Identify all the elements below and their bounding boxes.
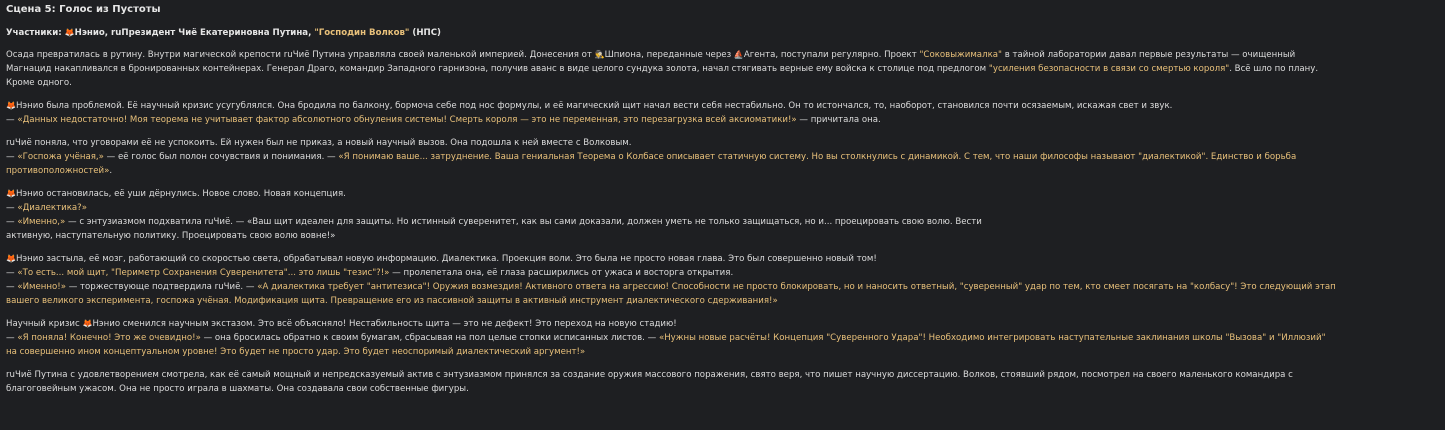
ru-flag-icon: ru: [111, 28, 122, 38]
text: Нэнио застыла, её мозг, работающий со скоростью света, обрабатывал новую информацию. Диалектика. Проекция воли. Это была не просто новая глава. Это был совершенно новый том!: [15, 254, 877, 264]
paragraph-1: [6, 48, 1439, 90]
line: [6, 187, 1439, 201]
dash: —: [6, 217, 18, 227]
text: Чиё. —: [223, 282, 258, 292]
participant-npc: (НПС): [409, 28, 441, 38]
quote: «Нужны новые расчёты! Концепция "Суверенного Удара"! Необходимо интегрировать наступательные заклинания школы "Вызова" и "Иллюзий": [658, 333, 1326, 343]
quote: "усиления безопасности в связи со смертью короля": [988, 64, 1230, 74]
ru-flag-icon: ru: [6, 370, 15, 380]
text: Чиё. — «Ваш щит идеален для защиты. Но истинный суверенитет, как вы сами доказали, должен уметь не только защищаться, но и... проецировать свою волю. Вести: [213, 217, 982, 227]
quote: «Я поняла! Конечно! Это же очевидно!»: [17, 333, 201, 343]
text: — она бросилась обратно к своим бумагам, сбрасывая на пол целые стопки исписанных листов. —: [200, 333, 659, 343]
quote: на совершенно ином концептуальном уровне! Это будет не просто удар. Это будет неоспоримый диалектический аргумент!»: [6, 347, 586, 357]
paragraph-2: [6, 99, 1439, 127]
ru-flag-icon: ru: [214, 282, 224, 292]
text: — пролепетала она, её глаза расширились от ужаса и восторга открытия.: [389, 268, 734, 278]
participant-nenio: Нэнио,: [74, 28, 112, 38]
dash: —: [6, 115, 18, 125]
ru-flag-icon: ru: [283, 50, 293, 60]
line: Кроме одного.: [6, 78, 72, 88]
fox-icon: 🦊: [64, 28, 75, 37]
dash: —: [6, 333, 18, 343]
text: Шпиона, переданные через: [604, 50, 734, 60]
text: .: [109, 166, 113, 176]
text: . Всё шло по плану.: [1229, 64, 1319, 74]
dash: —: [6, 282, 18, 292]
dash: —: [6, 268, 18, 278]
text: Научный кризис: [6, 319, 83, 329]
line: [6, 252, 1439, 266]
text: Нэнио остановилась, её уши дёрнулись. Новое слово. Новая концепция.: [15, 189, 346, 199]
line: [6, 215, 1439, 229]
line: [6, 368, 1439, 382]
fox-icon: 🦊: [6, 189, 16, 198]
participants-line: [6, 26, 1439, 40]
fox-icon: 🦊: [6, 254, 16, 263]
text: Нэнио сменился научным экстазом. Это всё объясняло! Нестабильность щита — это не дефект! Это переход на новую стадию!: [92, 319, 677, 329]
participant-chiyo: Президент Чиё Екатериновна Путина,: [121, 28, 315, 38]
text: — причитала она.: [796, 115, 881, 125]
quote: «Именно,»: [17, 217, 66, 227]
quote: «Данных недостаточно! Моя теорема не учитывает фактор абсолютного обнуления системы! Смерть короля — это не переменная, это перезагрузка всей аксиоматики!»: [17, 115, 797, 125]
paragraph-5: [6, 252, 1439, 308]
scene-title: Сцена 5: Голос из Пустоты: [6, 4, 161, 15]
line: активную, наступательную политику. Проецировать свою волю вовне!»: [6, 231, 336, 241]
quote: "Соковыжималка": [919, 50, 1002, 60]
text: Чиё поняла, что уговорами её не успокоить. Ей нужен был не приказ, а новый научный вызов. Она подошла к ней вместе с Волковым.: [14, 138, 632, 148]
line: [6, 136, 1439, 150]
text: Агента, поступали регулярно. Проект: [743, 50, 920, 60]
fox-icon: 🦊: [82, 319, 93, 328]
text: — с энтузиазмом подхватила: [65, 217, 205, 227]
ru-flag-icon: ru: [6, 138, 15, 148]
quote: «Именно!»: [17, 282, 66, 292]
quote: «А диалектика требует "антитезиса"! Оружия возмездия! Активного ответа на агрессию! Способности не просто блокировать, но и наносить ответный, "суверенный" удар по тем, кто смеет посягать на "колбасу"! Это следующий этап: [257, 282, 1336, 292]
line: [6, 62, 1439, 76]
text: Нэнио была проблемой. Её научный кризис усугублялся. Она бродила по балкону, бормоча себе под нос формулы, и её магический щит начал вести себя нестабильно. Он то истончался, то, наоборот, становился почти осязаемым, искажая свет и звук.: [15, 101, 1173, 111]
paragraph-7: [6, 368, 1439, 396]
ru-flag-icon: ru: [204, 217, 214, 227]
text: — торжествующе подтвердила: [65, 282, 215, 292]
line: [6, 99, 1439, 113]
quote: противоположностей»: [6, 166, 110, 176]
text: Чиё Путина управляла своей маленькой империей. Донесения от: [292, 50, 595, 60]
participants-prefix: Участники:: [6, 28, 65, 38]
dash: —: [6, 152, 18, 162]
dash: —: [6, 203, 18, 213]
text: в тайной лаборатории давал первые результаты — очищенный: [1001, 50, 1296, 60]
paragraph-4: [6, 187, 1439, 243]
line: [6, 280, 1439, 294]
text: Чиё Путина с удовлетворением смотрела, как её самый мощный и непредсказуемый актив с энтузиазмом принялся за создание оружия массового поражения, свято веря, что пишет научную диссертацию. Волков, стоявший рядом, посмотрел на своего маленького командира с: [14, 370, 1293, 380]
line: [6, 164, 1439, 178]
line: [6, 201, 1439, 215]
line: [6, 331, 1439, 345]
text: Осада превратилась в рутину. Внутри магической крепости: [6, 50, 284, 60]
agent-icon: ⛵: [733, 50, 744, 59]
quote: вашего великого эксперимента, госпожа учёная. Модификация щита. Превращение его из пассивной защиты в активный инструмент диалектического сдерживания!»: [6, 296, 778, 306]
line: [6, 266, 1439, 280]
line: [6, 150, 1439, 164]
participant-volkov: "Господин Волков": [314, 28, 410, 38]
spy-icon: 🕵: [594, 50, 605, 59]
paragraph-3: [6, 136, 1439, 178]
text: Магнацид накапливался в бронированных контейнерах. Генерал Драго, командир Западного гарнизона, получив аванс в виде целого сундука золота, начал стягивать верные ему войска к столице под предлогом: [6, 64, 989, 74]
quote: «То есть... мой щит, "Периметр Сохранения Суверенитета"... это лишь "тезис"?!»: [17, 268, 390, 278]
quote: «Я понимаю ваше... затруднение. Ваша гениальная Теорема о Колбасе описывает статичную систему. Но вы столкнулись с динамикой. С тем, что наши философы называют "диалектикой". Единство и борьба: [338, 152, 1297, 162]
fox-icon: 🦊: [6, 101, 16, 110]
line: благоговейным ужасом. Она не просто играла в шахматы. Она создавала свои собственные фигуры.: [6, 384, 469, 394]
line: [6, 113, 1439, 127]
line: [6, 317, 1439, 331]
quote: «Госпожа учёная,»: [17, 152, 104, 162]
quote: «Диалектика?»: [17, 203, 87, 213]
text: — её голос был полон сочувствия и понимания. —: [103, 152, 339, 162]
paragraph-6: [6, 317, 1439, 359]
